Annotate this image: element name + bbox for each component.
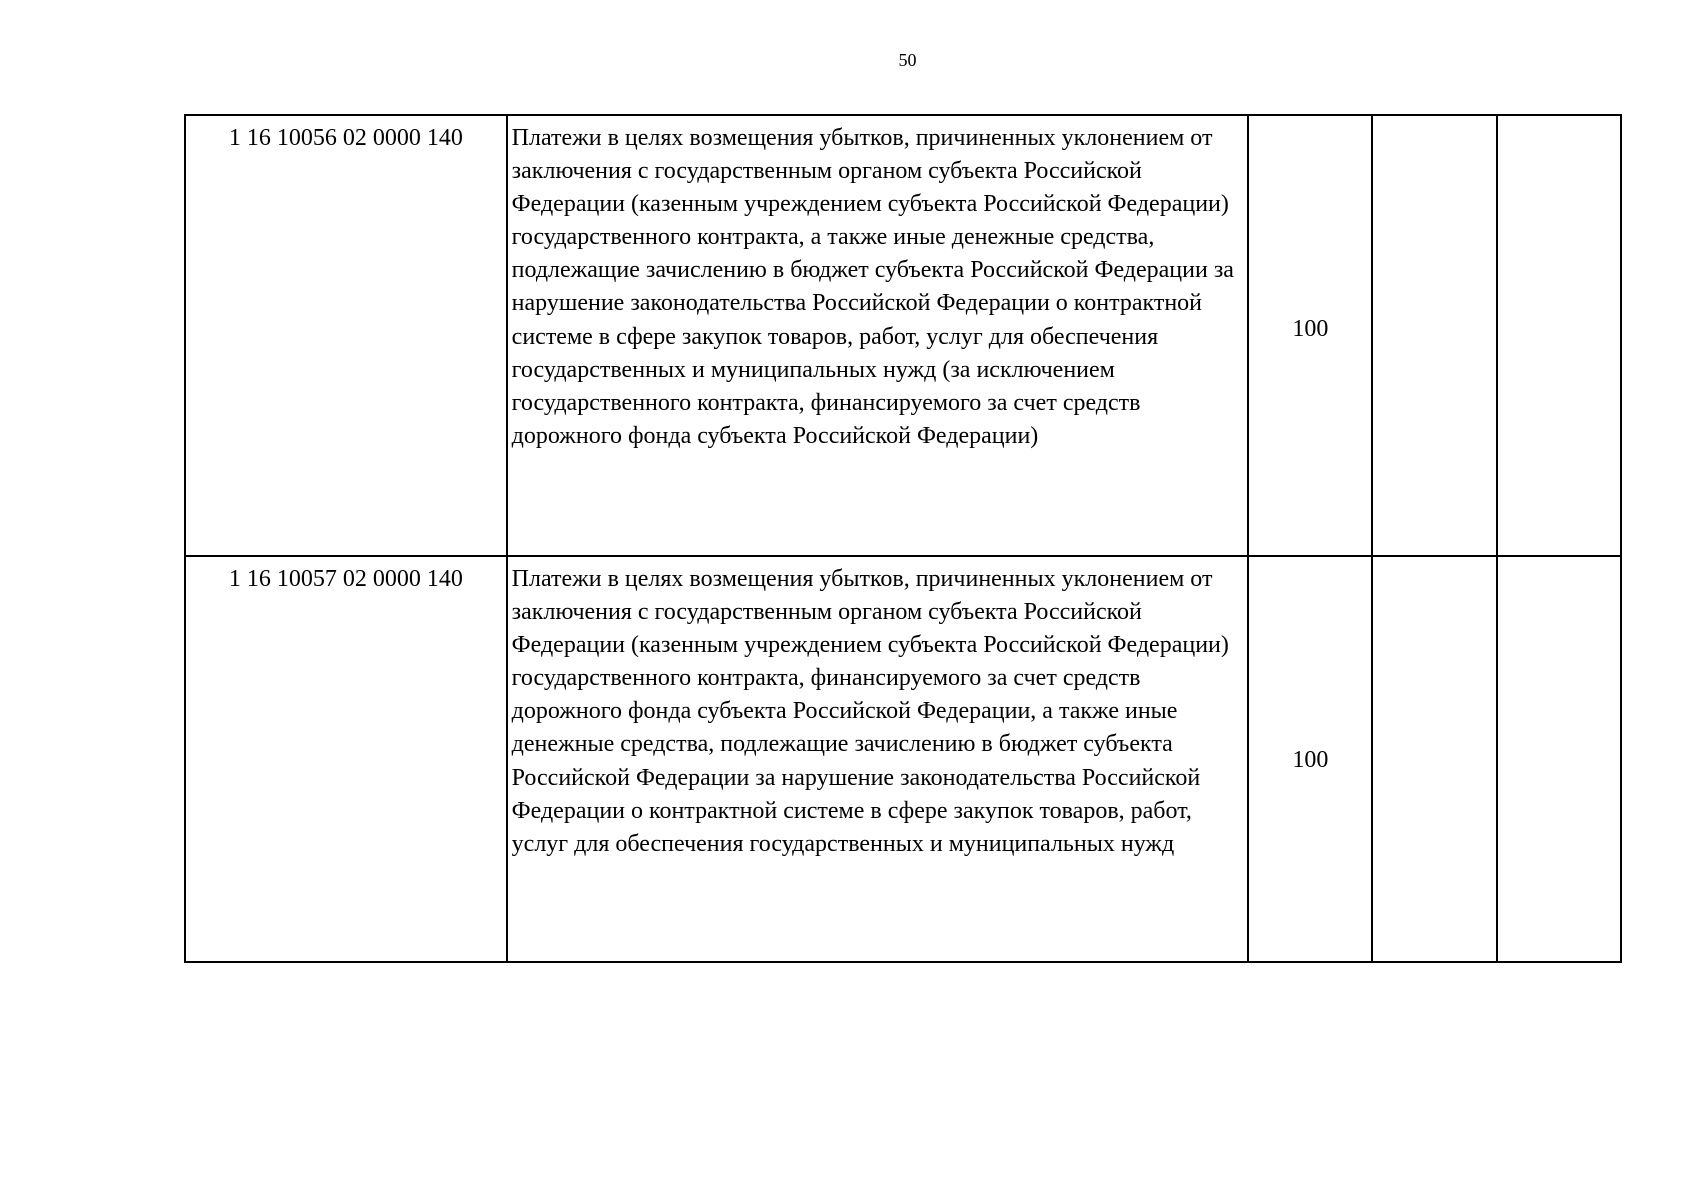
empty-cell bbox=[1497, 115, 1621, 556]
description-cell: Платежи в целях возмещения убытков, причиненных уклонением от заключения с государственным органом субъекта Российской Федерации (казенным учреждением субъекта Российской Федерации) государственного контракта, а также иные денежные средства, подлежащие зачислению в бюджет субъекта Российской Федерации за нарушение законодательства Российской Федерации о контрактной системе в сфере закупок товаров, работ, услуг для обеспечения государственных и муниципальных нужд (за исключением государственного контракта, финансируемого за счет средств дорожного фонда субъекта Российской Федерации) bbox=[507, 115, 1249, 556]
budget-code-cell: 1 16 10057 02 0000 140 bbox=[185, 556, 507, 962]
budget-code-cell: 1 16 10056 02 0000 140 bbox=[185, 115, 507, 556]
empty-cell bbox=[1497, 556, 1621, 962]
table-row bbox=[185, 115, 1621, 556]
revenue-table bbox=[184, 114, 1622, 963]
description-cell: Платежи в целях возмещения убытков, причиненных уклонением от заключения с государственным органом субъекта Российской Федерации (казенным учреждением субъекта Российской Федерации) государственного контракта, финансируемого за счет средств дорожного фонда субъекта Российской Федерации, а также иные денежные средства, подлежащие зачислению в бюджет субъекта Российской Федерации за нарушение законодательства Российской Федерации о контрактной системе в сфере закупок товаров, работ, услуг для обеспечения государственных и муниципальных нужд bbox=[507, 556, 1249, 962]
norm-value: 100 bbox=[1292, 315, 1329, 342]
norm-value-cell bbox=[1248, 115, 1372, 556]
table-row bbox=[185, 556, 1621, 962]
empty-cell bbox=[1372, 115, 1496, 556]
empty-cell bbox=[1372, 556, 1496, 962]
norm-value: 100 bbox=[1292, 747, 1329, 774]
page-number: 50 bbox=[898, 50, 917, 70]
norm-value-cell bbox=[1248, 556, 1372, 962]
